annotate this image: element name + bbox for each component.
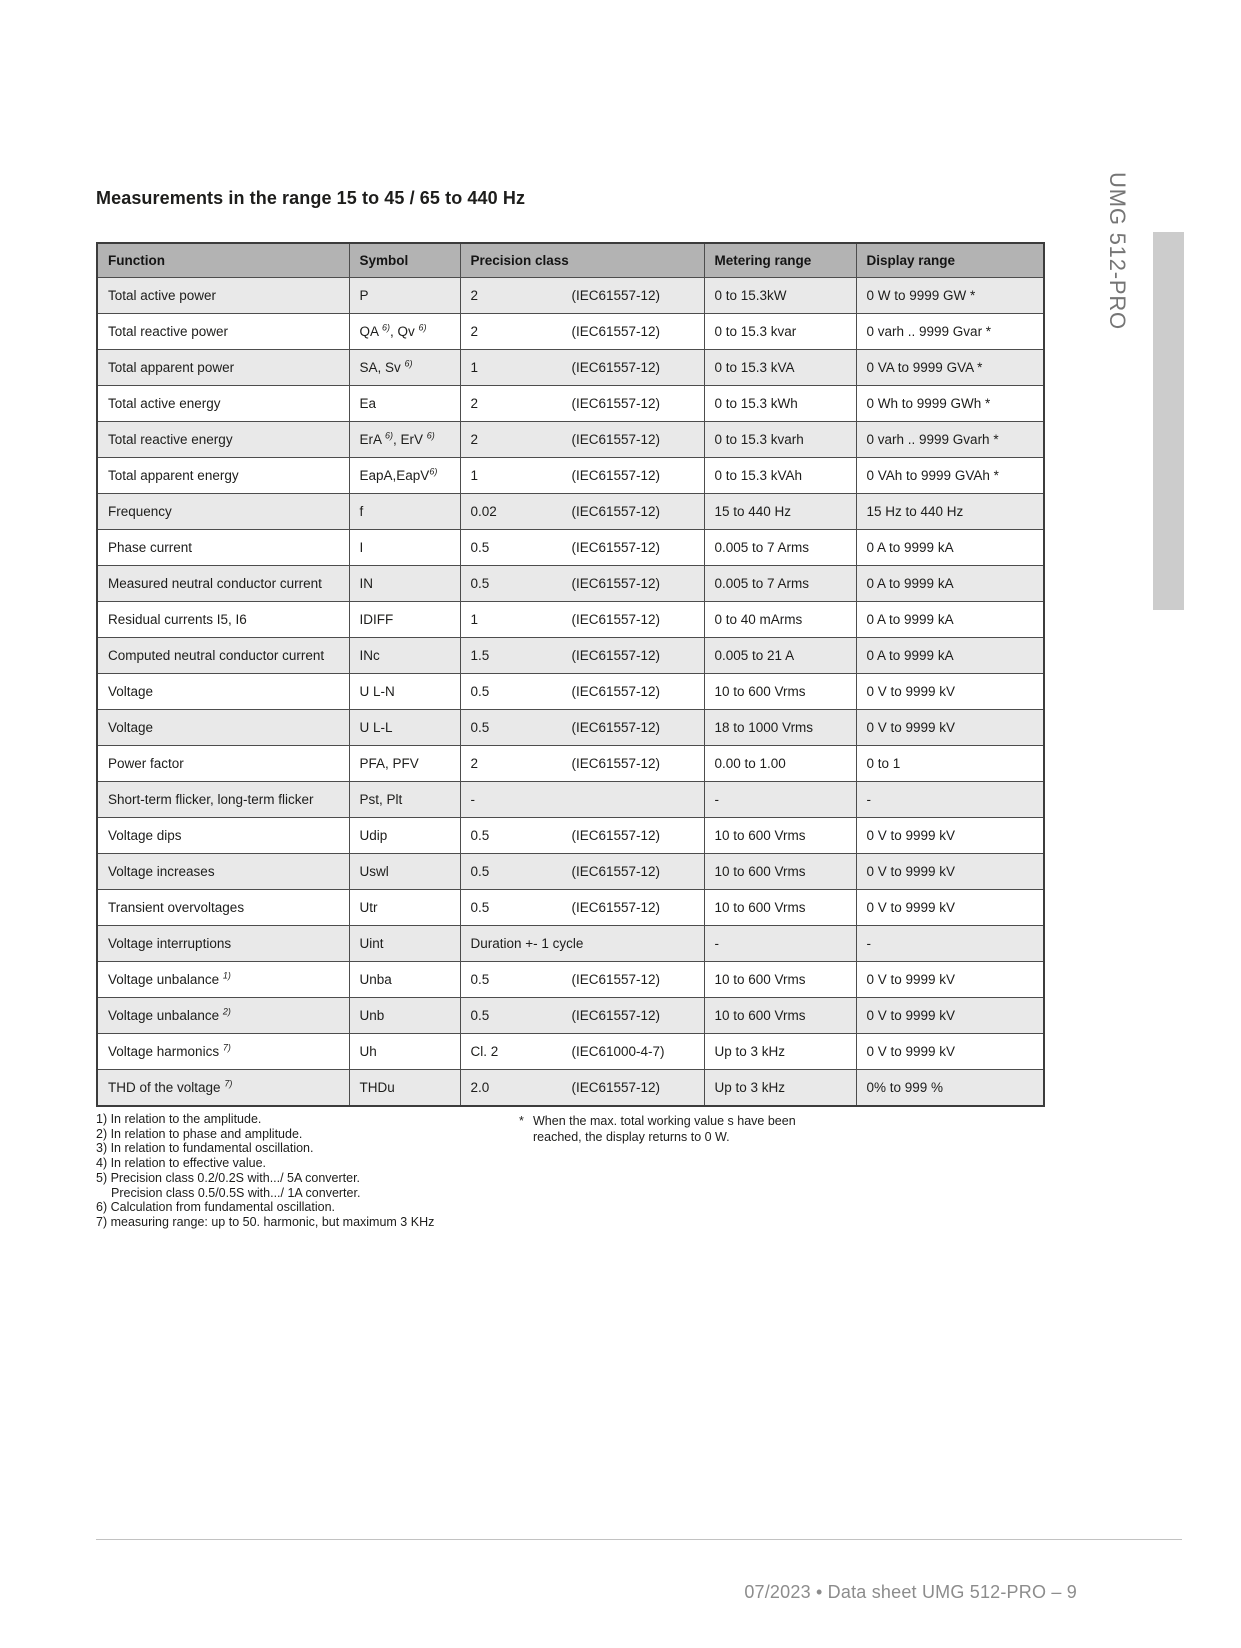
cell-symbol: P xyxy=(349,278,460,314)
cell-function: Voltage interruptions xyxy=(97,926,349,962)
cell-function: THD of the voltage $^{7)}$ xyxy=(97,1070,349,1107)
cell-display-range: 0 W to 9999 GW * xyxy=(856,278,1044,314)
cell-display-range: 0 V to 9999 kV xyxy=(856,890,1044,926)
cell-metering-range: Up to 3 kHz xyxy=(704,1070,856,1107)
cell-precision xyxy=(460,962,704,998)
precision-standard: (IEC61557-12) xyxy=(571,648,661,663)
cell-display-range: 0 V to 9999 kV xyxy=(856,674,1044,710)
cell-function: Total active power xyxy=(97,278,349,314)
table-row xyxy=(97,782,1044,818)
cell-metering-range: 10 to 600 Vrms xyxy=(704,674,856,710)
cell-metering-range: 10 to 600 Vrms xyxy=(704,818,856,854)
precision-class-value: Cl. 2 xyxy=(470,1044,499,1059)
cell-symbol: Udip xyxy=(349,818,460,854)
table-row xyxy=(97,278,1044,314)
cell-metering-range: - xyxy=(704,926,856,962)
cell-function: Total active energy xyxy=(97,386,349,422)
header-display-range: Display range xyxy=(856,243,1044,278)
footnote-ref: 6) xyxy=(404,358,413,369)
cell-symbol: U L-N xyxy=(349,674,460,710)
precision-class-value: 0.5 xyxy=(470,864,490,879)
precision-standard: (IEC61557-12) xyxy=(571,684,661,699)
cell-function: Voltage unbalance $^{2)}$ xyxy=(97,998,349,1034)
header-symbol: Symbol xyxy=(349,243,460,278)
table-row xyxy=(97,998,1044,1034)
table-row xyxy=(97,566,1044,602)
cell-symbol: ErA $^{6)}$, ErV $^{6)}$ xyxy=(349,422,460,458)
precision-class-value: 0.5 xyxy=(470,684,490,699)
cell-metering-range: 10 to 600 Vrms xyxy=(704,998,856,1034)
cell-function: Power factor xyxy=(97,746,349,782)
cell-symbol: I xyxy=(349,530,460,566)
asterisk-marker: * xyxy=(519,1114,524,1128)
measurements-table xyxy=(96,242,1045,1107)
cell-display-range: 0 Wh to 9999 GWh * xyxy=(856,386,1044,422)
cell-symbol: f xyxy=(349,494,460,530)
cell-symbol: Uh xyxy=(349,1034,460,1070)
cell-precision xyxy=(460,350,704,386)
cell-precision xyxy=(460,710,704,746)
cell-precision xyxy=(460,746,704,782)
sidebar-section-bar xyxy=(1153,232,1184,610)
precision-class-value: 1.5 xyxy=(470,648,490,663)
cell-precision xyxy=(460,458,704,494)
cell-display-range: 0 A to 9999 kA xyxy=(856,602,1044,638)
precision-class-value: 0.5 xyxy=(470,1008,490,1023)
precision-class-value: - xyxy=(470,792,475,807)
footnote-ref: 6) xyxy=(385,430,394,441)
cell-display-range: 0 V to 9999 kV xyxy=(856,854,1044,890)
cell-display-range: 0 V to 9999 kV xyxy=(856,962,1044,998)
footnote-line: 5) Precision class 0.2/0.2S with.../ 5A converter. xyxy=(96,1170,361,1185)
cell-precision xyxy=(460,566,704,602)
footnotes-list xyxy=(96,1112,434,1230)
cell-metering-range: 0 to 15.3 kVAh xyxy=(704,458,856,494)
table-header-row xyxy=(97,243,1044,278)
precision-standard: (IEC61557-12) xyxy=(571,468,661,483)
precision-standard: (IEC61000-4-7) xyxy=(571,1044,665,1059)
cell-precision xyxy=(460,1034,704,1070)
cell-precision xyxy=(460,422,704,458)
table-row xyxy=(97,854,1044,890)
sidebar-product-label: UMG 512-PRO xyxy=(1105,172,1130,330)
precision-class-value: 1 xyxy=(470,360,479,375)
cell-function: Voltage xyxy=(97,674,349,710)
table-row xyxy=(97,494,1044,530)
cell-precision xyxy=(460,386,704,422)
precision-standard: (IEC61557-12) xyxy=(571,900,661,915)
cell-display-range: 15 Hz to 440 Hz xyxy=(856,494,1044,530)
cell-metering-range: 0.005 to 7 Arms xyxy=(704,530,856,566)
footnote-line: 7) measuring range: up to 50. harmonic, but maximum 3 KHz xyxy=(96,1214,435,1229)
cell-function: Frequency xyxy=(97,494,349,530)
cell-function: Voltage increases xyxy=(97,854,349,890)
cell-precision xyxy=(460,998,704,1034)
cell-symbol: Uint xyxy=(349,926,460,962)
table-row xyxy=(97,890,1044,926)
footnote-line: 6) Calculation from fundamental oscillation. xyxy=(96,1200,336,1215)
table-row xyxy=(97,602,1044,638)
cell-display-range: 0 V to 9999 kV xyxy=(856,818,1044,854)
cell-symbol: Pst, Plt xyxy=(349,782,460,818)
cell-precision xyxy=(460,494,704,530)
cell-metering-range: 0 to 15.3 kWh xyxy=(704,386,856,422)
cell-metering-range: 10 to 600 Vrms xyxy=(704,962,856,998)
cell-precision xyxy=(460,890,704,926)
cell-symbol: Unb xyxy=(349,998,460,1034)
precision-class-value: 2 xyxy=(470,288,479,303)
cell-metering-range: 0 to 15.3 kvar xyxy=(704,314,856,350)
cell-function: Voltage unbalance $^{1)}$ xyxy=(97,962,349,998)
table-row xyxy=(97,962,1044,998)
cell-symbol: Uswl xyxy=(349,854,460,890)
cell-metering-range: 0 to 15.3 kVA xyxy=(704,350,856,386)
footnote-line: 2) In relation to phase and amplitude. xyxy=(96,1126,303,1141)
cell-metering-range: 0 to 15.3 kvarh xyxy=(704,422,856,458)
table-row xyxy=(97,458,1044,494)
cell-function: Computed neutral conductor current xyxy=(97,638,349,674)
header-metering-range: Metering range xyxy=(704,243,856,278)
cell-precision xyxy=(460,1070,704,1107)
precision-class-value: 2.0 xyxy=(470,1080,490,1095)
cell-function: Total apparent energy xyxy=(97,458,349,494)
cell-metering-range: - xyxy=(704,782,856,818)
footnote-line: 1) In relation to the amplitude. xyxy=(96,1112,262,1126)
precision-class-value: 0.5 xyxy=(470,828,490,843)
precision-standard: (IEC61557-12) xyxy=(571,1008,661,1023)
cell-symbol: PFA, PFV xyxy=(349,746,460,782)
cell-display-range: 0 A to 9999 kA xyxy=(856,638,1044,674)
precision-standard: (IEC61557-12) xyxy=(571,1080,661,1095)
precision-standard: (IEC61557-12) xyxy=(571,864,661,879)
cell-metering-range: 0.005 to 7 Arms xyxy=(704,566,856,602)
cell-display-range: 0 A to 9999 kA xyxy=(856,530,1044,566)
table-row xyxy=(97,710,1044,746)
cell-metering-range: 0.005 to 21 A xyxy=(704,638,856,674)
footnote-ref: 6) xyxy=(418,322,427,333)
footnote-ref: 2) xyxy=(222,1006,231,1017)
precision-class-value: 0.5 xyxy=(470,972,490,987)
precision-class-value: 0.02 xyxy=(470,504,497,519)
footnote-ref: 1) xyxy=(222,970,231,981)
cell-precision xyxy=(460,278,704,314)
cell-symbol: IN xyxy=(349,566,460,602)
cell-metering-range: 18 to 1000 Vrms xyxy=(704,710,856,746)
cell-function: Phase current xyxy=(97,530,349,566)
precision-standard: (IEC61557-12) xyxy=(571,612,661,627)
table-row xyxy=(97,314,1044,350)
table-row xyxy=(97,1070,1044,1107)
cell-precision xyxy=(460,314,704,350)
precision-standard: (IEC61557-12) xyxy=(571,540,661,555)
page-footer: 07/2023 • Data sheet UMG 512-PRO – 9 xyxy=(744,1582,1077,1602)
table-row xyxy=(97,350,1044,386)
cell-display-range: 0 varh .. 9999 Gvar * xyxy=(856,314,1044,350)
cell-precision: Duration +- 1 cycle xyxy=(460,926,704,962)
footnote-line: 3) In relation to fundamental oscillation. xyxy=(96,1141,314,1156)
cell-metering-range: Up to 3 kHz xyxy=(704,1034,856,1070)
table-row xyxy=(97,530,1044,566)
precision-class-value: 0.5 xyxy=(470,576,490,591)
asterisk-note-text: When the max. total working value s have been reached, the display returns to 0 W. xyxy=(533,1114,796,1144)
table-row xyxy=(97,818,1044,854)
cell-display-range: 0 V to 9999 kV xyxy=(856,710,1044,746)
page-title: Measurements in the range 15 to 45 / 65 to 440 Hz xyxy=(96,188,526,208)
footnote-ref: 6) xyxy=(426,430,435,441)
cell-metering-range: 10 to 600 Vrms xyxy=(704,854,856,890)
cell-display-range: 0 VAh to 9999 GVAh * xyxy=(856,458,1044,494)
cell-display-range: 0 to 1 xyxy=(856,746,1044,782)
cell-display-range: 0 V to 9999 kV xyxy=(856,1034,1044,1070)
table-row xyxy=(97,746,1044,782)
cell-metering-range: 15 to 440 Hz xyxy=(704,494,856,530)
precision-standard: (IEC61557-12) xyxy=(571,324,661,339)
precision-standard: (IEC61557-12) xyxy=(571,288,661,303)
footnote-ref: 6) xyxy=(429,466,438,477)
precision-class-value: 1 xyxy=(470,612,479,627)
cell-symbol: IDIFF xyxy=(349,602,460,638)
cell-symbol: INc xyxy=(349,638,460,674)
header-function: Function xyxy=(97,243,349,278)
cell-display-range: 0 VA to 9999 GVA * xyxy=(856,350,1044,386)
precision-class-value: 0.5 xyxy=(470,540,490,555)
precision-standard: (IEC61557-12) xyxy=(571,576,661,591)
cell-function: Transient overvoltages xyxy=(97,890,349,926)
precision-standard: (IEC61557-12) xyxy=(571,432,661,447)
cell-display-range: 0 V to 9999 kV xyxy=(856,998,1044,1034)
cell-symbol: QA $^{6)}$, Qv $^{6)}$ xyxy=(349,314,460,350)
precision-standard: (IEC61557-12) xyxy=(571,504,661,519)
footnote-line: Precision class 0.5/0.5S with.../ 1A converter. xyxy=(111,1185,361,1200)
table-row xyxy=(97,1034,1044,1070)
cell-metering-range: 0.00 to 1.00 xyxy=(704,746,856,782)
precision-standard: (IEC61557-12) xyxy=(571,360,661,375)
cell-function: Voltage harmonics $^{7)}$ xyxy=(97,1034,349,1070)
precision-standard: (IEC61557-12) xyxy=(571,396,661,411)
header-precision-class: Precision class xyxy=(460,243,704,278)
cell-symbol: Unba xyxy=(349,962,460,998)
cell-function: Total apparent power xyxy=(97,350,349,386)
asterisk-note xyxy=(519,1114,811,1145)
footnote-ref: 6) xyxy=(382,322,391,333)
footnote-ref: 7) xyxy=(222,1042,231,1053)
cell-display-range: - xyxy=(856,926,1044,962)
cell-function: Voltage xyxy=(97,710,349,746)
precision-class-value: 0.5 xyxy=(470,720,490,735)
footnote-line: 4) In relation to effective value. xyxy=(96,1156,267,1171)
precision-class-value: 0.5 xyxy=(470,900,490,915)
precision-standard: (IEC61557-12) xyxy=(571,972,661,987)
measurement-table-body xyxy=(97,278,1044,1107)
precision-class-value: 1 xyxy=(470,468,479,483)
cell-display-range: 0% to 999 % xyxy=(856,1070,1044,1107)
cell-precision xyxy=(460,782,704,818)
cell-precision xyxy=(460,602,704,638)
precision-standard: (IEC61557-12) xyxy=(571,828,661,843)
precision-class-value: 2 xyxy=(470,432,479,447)
precision-class-value: 2 xyxy=(470,396,479,411)
cell-symbol: THDu xyxy=(349,1070,460,1107)
precision-standard: (IEC61557-12) xyxy=(571,720,661,735)
footnote-ref: 7) xyxy=(224,1078,233,1089)
table-row xyxy=(97,674,1044,710)
cell-function: Total reactive energy xyxy=(97,422,349,458)
cell-precision xyxy=(460,818,704,854)
table-row xyxy=(97,926,1044,962)
cell-precision xyxy=(460,674,704,710)
precision-standard: (IEC61557-12) xyxy=(571,756,661,771)
cell-precision xyxy=(460,530,704,566)
table-row xyxy=(97,638,1044,674)
cell-function: Voltage dips xyxy=(97,818,349,854)
cell-precision xyxy=(460,854,704,890)
cell-display-range: 0 varh .. 9999 Gvarh * xyxy=(856,422,1044,458)
cell-symbol: SA, Sv $^{6)}$ xyxy=(349,350,460,386)
cell-function: Residual currents I5, I6 xyxy=(97,602,349,638)
cell-metering-range: 0 to 40 mArms xyxy=(704,602,856,638)
precision-class-value: 2 xyxy=(470,324,479,339)
cell-precision xyxy=(460,638,704,674)
cell-metering-range: 10 to 600 Vrms xyxy=(704,890,856,926)
cell-function: Total reactive power xyxy=(97,314,349,350)
cell-symbol: EapA,EapV$^{6)}$ xyxy=(349,458,460,494)
cell-function: Short-term flicker, long-term flicker xyxy=(97,782,349,818)
cell-symbol: U L-L xyxy=(349,710,460,746)
cell-function: Measured neutral conductor current xyxy=(97,566,349,602)
cell-display-range: 0 A to 9999 kA xyxy=(856,566,1044,602)
cell-symbol: Ea xyxy=(349,386,460,422)
table-row xyxy=(97,422,1044,458)
cell-display-range: - xyxy=(856,782,1044,818)
footer-divider xyxy=(96,1539,1182,1540)
precision-class-value: 2 xyxy=(470,756,479,771)
table-row xyxy=(97,386,1044,422)
cell-metering-range: 0 to 15.3kW xyxy=(704,278,856,314)
cell-symbol: Utr xyxy=(349,890,460,926)
